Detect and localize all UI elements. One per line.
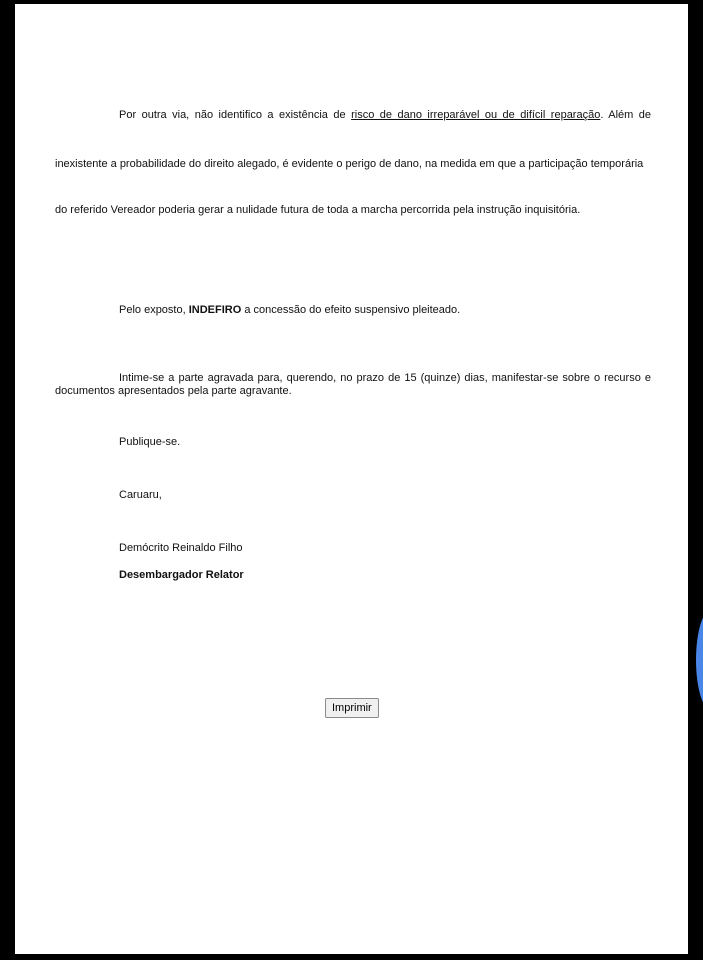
signer-title: Desembargador Relator xyxy=(119,569,244,581)
paragraph-3-line-1: Intime-se a parte agravada para, querendo, no prazo de 15 (quinze) dias, manifestar-se sobre o recurso e xyxy=(119,372,651,384)
paragraph-2 xyxy=(119,304,460,317)
underlined-phrase: risco de dano irreparável ou de difícil reparação xyxy=(351,109,601,121)
paragraph-2-text: Pelo exposto, xyxy=(119,304,189,316)
indefiro-bold: INDEFIRO xyxy=(188,304,242,316)
paragraph-1-line-1 xyxy=(119,109,651,122)
publique-se: Publique-se. xyxy=(119,436,181,448)
paragraph-1-line-3: do referido Vereador poderia gerar a nulidade futura de toda a marcha percorrida pela instrução inquisitória. xyxy=(55,204,581,216)
paragraph-1-text: Por outra via, não identifico a existência de xyxy=(119,109,352,121)
paragraph-3-line-2: documentos apresentados pela parte agravante. xyxy=(55,385,292,397)
signer-name: Demócrito Reinaldo Filho xyxy=(119,542,243,554)
paragraph-2-text: a concessão do efeito suspensivo pleiteado. xyxy=(241,304,461,316)
floating-assistant-bubble[interactable] xyxy=(696,610,703,710)
city-date: Caruaru, xyxy=(119,489,162,501)
paragraph-1-text: . Além de xyxy=(600,109,652,121)
document-page xyxy=(15,4,688,954)
paragraph-1-line-2: inexistente a probabilidade do direito alegado, é evidente o perigo de dano, na medida em que a participação temporária xyxy=(55,158,644,170)
print-button[interactable]: Imprimir xyxy=(325,698,379,718)
